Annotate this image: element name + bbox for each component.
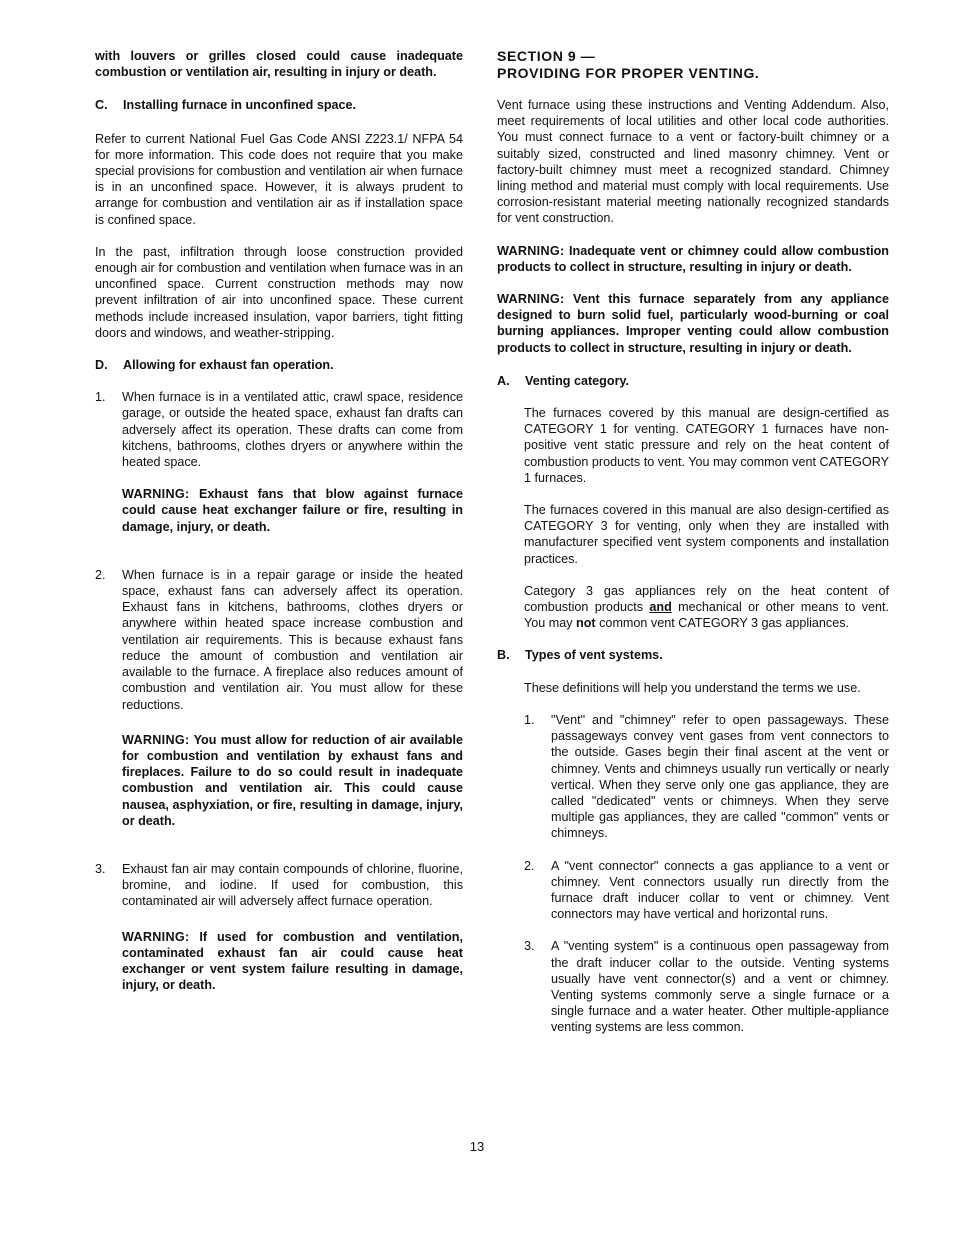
section-title-line2: PROVIDING FOR PROPER VENTING.: [497, 65, 760, 81]
intro-warning-continuation: with louvers or grilles closed could cause inadequate combustion or ventilation air, resulting in injury or death.: [95, 49, 463, 80]
paragraph: Refer to current National Fuel Gas Code ANSI Z223.1/ NFPA 54 for more information. This code does not require that you make special provisions for combustion and ventilation air when furnace is in an unconfined space. However, it is always prudent to arrange for combustion and ventilation air as if installation space is confined space.: [95, 131, 463, 227]
paragraph: These definitions will help you understand the terms we use.: [524, 680, 861, 695]
paragraph-text: Category 3 gas appliances rely on the heat content of combustion products: [524, 583, 889, 615]
list-number: 3.: [95, 861, 106, 876]
list-number: 2.: [95, 567, 106, 582]
list-item-text: When furnace is in a repair garage or inside the heated space, exhaust fans can adversely affect its operation. Exhaust fans in kitchens, bathrooms, clothes dryers or anywhere within heated space increase combustion and ventilation air requirements. This is because exhaust fans reduce the amount of combustion and ventilation air available to the furnace. A fireplace also reduces amount of combustion and ventilation air. You must allow for these reductions.: [122, 567, 463, 712]
warning-block: [122, 732, 463, 829]
paragraph: [524, 583, 889, 632]
subsection-marker: D.: [95, 358, 108, 373]
page-number: 13: [469, 1139, 485, 1154]
warning-label: WARNING:: [122, 487, 190, 502]
warning-label: WARNING:: [497, 292, 565, 307]
warning-label: WARNING:: [122, 732, 190, 747]
emphasis-not: not: [576, 616, 596, 631]
warning-block: [122, 486, 463, 535]
subsection-title: Installing furnace in unconfined space.: [123, 98, 357, 113]
section-title-line1: SECTION 9 —: [497, 48, 596, 64]
subsection-title: Venting category.: [525, 373, 630, 388]
subsection-title: Allowing for exhaust fan operation.: [123, 358, 334, 373]
subsection-marker: A.: [497, 373, 510, 388]
warning-text: If used for combustion and ventilation, contaminated exhaust fan air could cause heat exchanger or vent system failure resulting in damage, injury, or death.: [122, 929, 463, 993]
list-item: [524, 712, 889, 842]
left-column: [95, 48, 463, 993]
list-item: [524, 938, 889, 1035]
subsection-marker: C.: [95, 98, 108, 113]
emphasis-and: and: [649, 600, 672, 615]
list-item: [524, 858, 889, 923]
list-item-text: Exhaust fan air may contain compounds of chlorine, fluorine, bromine, and iodine. If used for combustion, this contaminated air will adversely affect furnace operation.: [122, 861, 463, 909]
subsection-c-heading: [95, 97, 463, 113]
paragraph-text: mechanical or other means to vent. You may: [524, 600, 890, 631]
intro-normal-text: Vent furnace using these instructions and Venting Addendum.: [497, 98, 861, 112]
subsection-b-heading: [497, 647, 889, 663]
subsection-a-heading: [497, 373, 889, 389]
warning-block: [122, 929, 463, 994]
list-number: 1.: [524, 712, 535, 727]
paragraph: The furnaces covered by this manual are design-certified as CATEGORY 1 for venting. CATEGORY 1 furnaces have non-positive vent static pressure and rely on the heat content of combustion products to vent. You may common vent CATEGORY 1 furnaces.: [524, 406, 889, 485]
list-number: 2.: [524, 858, 535, 873]
warning-text: Inadequate vent or chimney could allow combustion products to collect in structure, resulting in injury or death.: [497, 243, 889, 274]
list-number: 1.: [95, 390, 106, 405]
subsection-d-heading: [95, 357, 463, 373]
section-intro: [497, 97, 889, 227]
list-item: [95, 567, 463, 829]
warning-block: [497, 291, 889, 356]
right-column: [497, 48, 889, 1036]
paragraph: In the past, infiltration through loose construction provided enough air for combustion and ventilation when furnace was in an unconfined space. Current construction methods may now prevent infiltration of air into unconfined space. These current methods include increased insulation, vapor barriers, tight fitting doors and windows, and weather-stripping.: [95, 244, 463, 340]
subsection-marker: B.: [497, 648, 510, 663]
warning-block: [497, 243, 889, 275]
list-item-text: When furnace is in a ventilated attic, crawl space, residence garage, or outside the heated space, exhaust fan drafts can adversely affect its operation. These drafts can come from kitchens, bathrooms, clothes dryers or anywhere within the heated space.: [122, 390, 463, 470]
subsection-title: Types of vent systems.: [525, 648, 663, 663]
list-item-text: A "venting system" is a continuous open passageway from the draft inducer collar to the outside. Venting systems usually have vent connector(s) and a vent or chimney. Venting systems commonly serve a single furnace or a single furnace and a water heater. Other multiple-appliance venting systems are less common.: [551, 939, 889, 1035]
paragraph-text: common vent CATEGORY 3 gas appliances.: [595, 616, 850, 631]
warning-text: You must allow for reduction of air available for combustion and ventilation by exhaust fans and fireplaces. Failure to do so could result in inadequate combustion and ventilation air. This could cause nausea, asphyxiation, or fire, resulting in damage, injury, or death.: [122, 732, 463, 828]
warning-text: Vent this furnace separately from any appliance designed to burn solid fuel, particularly wood-burning or coal burning appliances. Improper venting could allow combustion products to collect in structure, resulting in injury or death.: [497, 292, 890, 355]
list-item: [95, 861, 463, 993]
intro-bold-text: Also, meet requirements of local utilities and other local code authorities. You must connect furnace to a vent or factory-built chimney or a suitably sized, constructed and lined masonry chimney. Vent or factory-built chimney must meet a recognized standard. Chimney lining method and material must comply with local requirements. Use corrosion-resistant material meeting nationally recognized standards for vent construction.: [497, 98, 889, 226]
paragraph: The furnaces covered in this manual are also design-certified as CATEGORY 3 for venting, only when they are installed with manufacturer specified vent system components and installation practices.: [524, 503, 889, 566]
warning-text: Exhaust fans that blow against furnace could cause heat exchanger failure or fire, resulting in damage, injury, or death.: [122, 487, 464, 534]
warning-label: WARNING:: [122, 929, 190, 944]
list-item-text: "Vent" and "chimney" refer to open passageways. These passageways convey vent gases from vent connectors to the outside. Gases begin their final ascent at the vent or chimney. Vents and chimneys usually run vertically or nearly vertical. When they serve only one gas appliance, they are called "dedicated" vents or chimneys. When they serve multiple gas appliances, they are called "common" vents or chimneys.: [551, 712, 889, 841]
list-number: 3.: [524, 939, 535, 954]
warning-label: WARNING:: [497, 243, 565, 258]
list-item: [95, 389, 463, 535]
list-item-text: A "vent connector" connects a gas appliance to a vent or chimney. Vent connectors usually run directly from the furnace draft inducer collar to vent or chimney. Vent connectors may have vertical and horizontal runs.: [551, 858, 889, 922]
